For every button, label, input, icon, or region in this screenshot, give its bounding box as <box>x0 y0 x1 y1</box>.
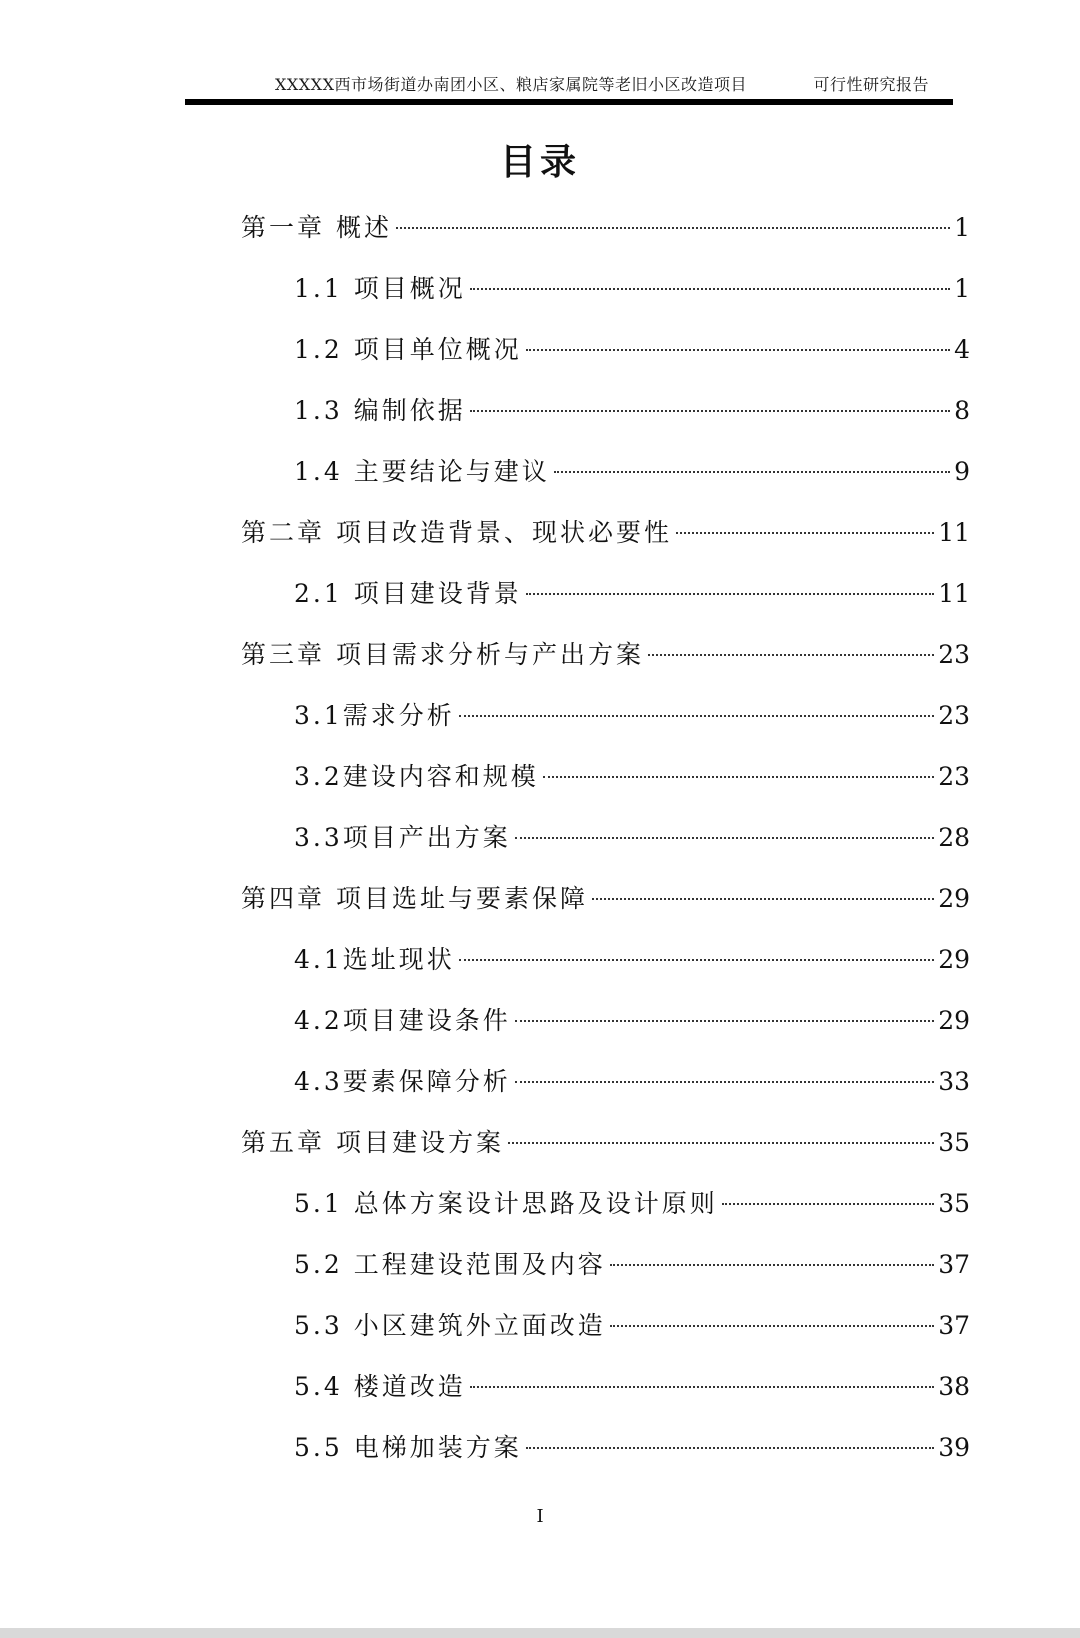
toc-section-entry[interactable] <box>294 269 970 309</box>
toc-dot-leader <box>459 959 934 961</box>
toc-dot-leader <box>459 715 934 717</box>
toc-entry-page: 1 <box>954 274 970 303</box>
toc-entry-page: 33 <box>938 1067 970 1096</box>
toc-chapter-entry[interactable] <box>241 879 970 919</box>
toc-entry-label: 5.5 电梯加装方案 <box>294 1433 522 1462</box>
toc-entry-label: 1.1 项目概况 <box>294 274 466 303</box>
toc-entry-label: 1.3 编制依据 <box>294 396 466 425</box>
toc-entry-page: 35 <box>938 1189 970 1218</box>
toc-chapter-entry[interactable] <box>241 635 970 675</box>
toc-entry-page: 37 <box>938 1250 970 1279</box>
toc-entry-page: 39 <box>938 1433 970 1462</box>
toc-section-entry[interactable] <box>294 1428 970 1468</box>
toc-dot-leader <box>610 1264 934 1266</box>
toc-section-entry[interactable] <box>294 330 970 370</box>
toc-section-entry[interactable] <box>294 757 970 797</box>
toc-dot-leader <box>526 349 950 351</box>
toc-entry-page: 11 <box>938 579 970 608</box>
toc-dot-leader <box>396 227 950 229</box>
toc-entry-page: 35 <box>938 1128 970 1157</box>
toc-entry-page: 4 <box>954 335 970 364</box>
toc-dot-leader <box>676 532 934 534</box>
toc-entry-label: 1.4 主要结论与建议 <box>294 457 550 486</box>
toc-section-entry[interactable] <box>294 391 970 431</box>
toc-entry-page: 8 <box>954 396 970 425</box>
toc-entry-label: 2.1 项目建设背景 <box>294 579 522 608</box>
toc-entry-page: 29 <box>938 1006 970 1035</box>
toc-entry-label: 1.2 项目单位概况 <box>294 335 522 364</box>
toc-entry-page: 23 <box>938 701 970 730</box>
toc-dot-leader <box>508 1142 934 1144</box>
toc-chapter-entry[interactable] <box>241 1123 970 1163</box>
toc-section-entry[interactable] <box>294 1245 970 1285</box>
toc-dot-leader <box>592 898 934 900</box>
toc-entry-label: 第一章 概述 <box>241 213 392 242</box>
toc-entry-label: 3.2建设内容和规模 <box>294 762 539 791</box>
page-number: I <box>536 1506 544 1527</box>
toc-entry-label: 4.3要素保障分析 <box>294 1067 511 1096</box>
toc-dot-leader <box>470 410 950 412</box>
header-project-title: XXXXX西市场街道办南团小区、粮店家属院等老旧小区改造项目 <box>275 75 747 94</box>
toc-dot-leader <box>543 776 934 778</box>
toc-dot-leader <box>515 1081 934 1083</box>
toc-chapter-entry[interactable] <box>241 208 970 248</box>
toc-section-entry[interactable] <box>294 574 970 614</box>
toc-dot-leader <box>554 471 950 473</box>
toc-entry-label: 第三章 项目需求分析与产出方案 <box>241 640 644 669</box>
toc-section-entry[interactable] <box>294 818 970 858</box>
toc-entry-label: 3.3项目产出方案 <box>294 823 511 852</box>
toc-entry-label: 4.1选址现状 <box>294 945 455 974</box>
toc-dot-leader <box>648 654 934 656</box>
toc-entry-label: 第四章 项目选址与要素保障 <box>241 884 588 913</box>
header-report-type: 可行性研究报告 <box>813 75 929 94</box>
toc-entry-page: 28 <box>938 823 970 852</box>
toc-dot-leader <box>515 837 934 839</box>
toc-entry-label: 4.2项目建设条件 <box>294 1006 511 1035</box>
toc-entry-page: 23 <box>938 762 970 791</box>
toc-entry-label: 5.2 工程建设范围及内容 <box>294 1250 606 1279</box>
toc-title: 目录 <box>499 141 580 183</box>
toc-dot-leader <box>722 1203 934 1205</box>
toc-entry-label: 第二章 项目改造背景、现状必要性 <box>241 518 672 547</box>
toc-entry-page: 37 <box>938 1311 970 1340</box>
toc-section-entry[interactable] <box>294 1062 970 1102</box>
toc-chapter-entry[interactable] <box>241 513 970 553</box>
toc-entry-page: 9 <box>954 457 970 486</box>
toc-dot-leader <box>470 1386 934 1388</box>
toc-section-entry[interactable] <box>294 1184 970 1224</box>
toc-dot-leader <box>526 593 934 595</box>
toc-section-entry[interactable] <box>294 1367 970 1407</box>
toc-entry-page: 29 <box>938 884 970 913</box>
toc-entry-label: 3.1需求分析 <box>294 701 455 730</box>
toc-entry-page: 38 <box>938 1372 970 1401</box>
toc-section-entry[interactable] <box>294 1001 970 1041</box>
toc-entry-page: 1 <box>954 213 970 242</box>
toc-section-entry[interactable] <box>294 1306 970 1346</box>
toc-entry-page: 29 <box>938 945 970 974</box>
toc-dot-leader <box>515 1020 934 1022</box>
running-header <box>185 70 953 100</box>
toc-dot-leader <box>610 1325 934 1327</box>
toc-entry-label: 5.4 楼道改造 <box>294 1372 466 1401</box>
header-rule <box>185 99 953 105</box>
toc-entry-page: 11 <box>938 518 970 547</box>
toc-entry-label: 5.3 小区建筑外立面改造 <box>294 1311 606 1340</box>
toc-entry-label: 第五章 项目建设方案 <box>241 1128 504 1157</box>
toc-dot-leader <box>470 288 950 290</box>
toc-entry-page: 23 <box>938 640 970 669</box>
toc-dot-leader <box>526 1447 934 1449</box>
toc-section-entry[interactable] <box>294 940 970 980</box>
toc-section-entry[interactable] <box>294 696 970 736</box>
page-bottom-edge <box>0 1628 1080 1638</box>
toc-section-entry[interactable] <box>294 452 970 492</box>
toc-entry-label: 5.1 总体方案设计思路及设计原则 <box>294 1189 718 1218</box>
